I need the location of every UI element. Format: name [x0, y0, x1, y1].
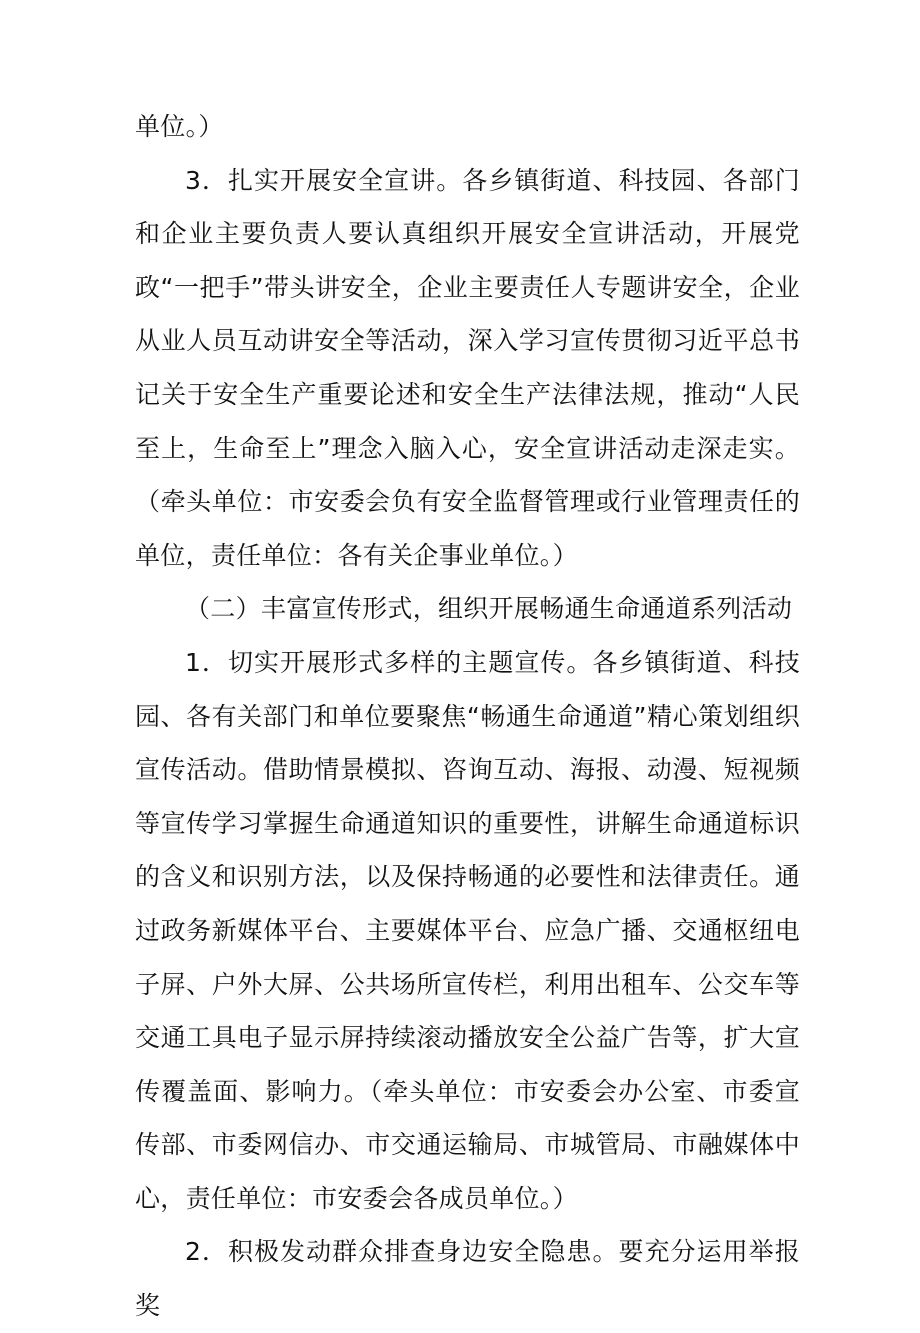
paragraph-item-3: 3．扎实开展安全宣讲。各乡镇街道、科技园、各部门和企业主要负责人要认真组织开展安全宣讲活动，开展党政“一把手”带头讲安全，企业主要责任人专题讲安全，企业从业人员互动讲安全等活动，深入学习宣传贯彻习近平总书记关于安全生产重要论述和安全生产法律法规，推动“人民至上，生命至上”理念入脑入心，安全宣讲活动走深走实。（牵头单位：市安委会负有安全监督管理或行业管理责任的单位，责任单位：各有关企事业单位。）: [135, 165, 800, 570]
section-heading: （二）丰富宣传形式，组织开展畅通生命通道系列活动: [185, 594, 793, 624]
paragraph-item-2: 2．积极发动群众排查身边安全隐患。要充分运用举报奖: [135, 1237, 800, 1321]
paragraph-continuation: 单位。）: [135, 112, 224, 141]
document-body: [135, 100, 800, 1333]
paragraph-item-1: 1．切实开展形式多样的主题宣传。各乡镇街道、科技园、各有关部门和单位要聚焦“畅通生命通道”精心策划组织宣传活动。借助情景模拟、咨询互动、海报、动漫、短视频等宣传学习掌握生命通道知识的重要性，讲解生命通道标识的含义和识别方法，以及保持畅通的必要性和法律责任。通过政务新媒体平台、主要媒体平台、应急广播、交通枢纽电子屏、户外大屏、公共场所宣传栏，利用出租车、公交车等交通工具电子显示屏持续滚动播放安全公益广告等，扩大宣传覆盖面、影响力。（牵头单位：市安委会办公室、市委宣传部、市委网信办、市交通运输局、市城管局、市融媒体中心，责任单位：市安委会各成员单位。）: [135, 647, 800, 1213]
